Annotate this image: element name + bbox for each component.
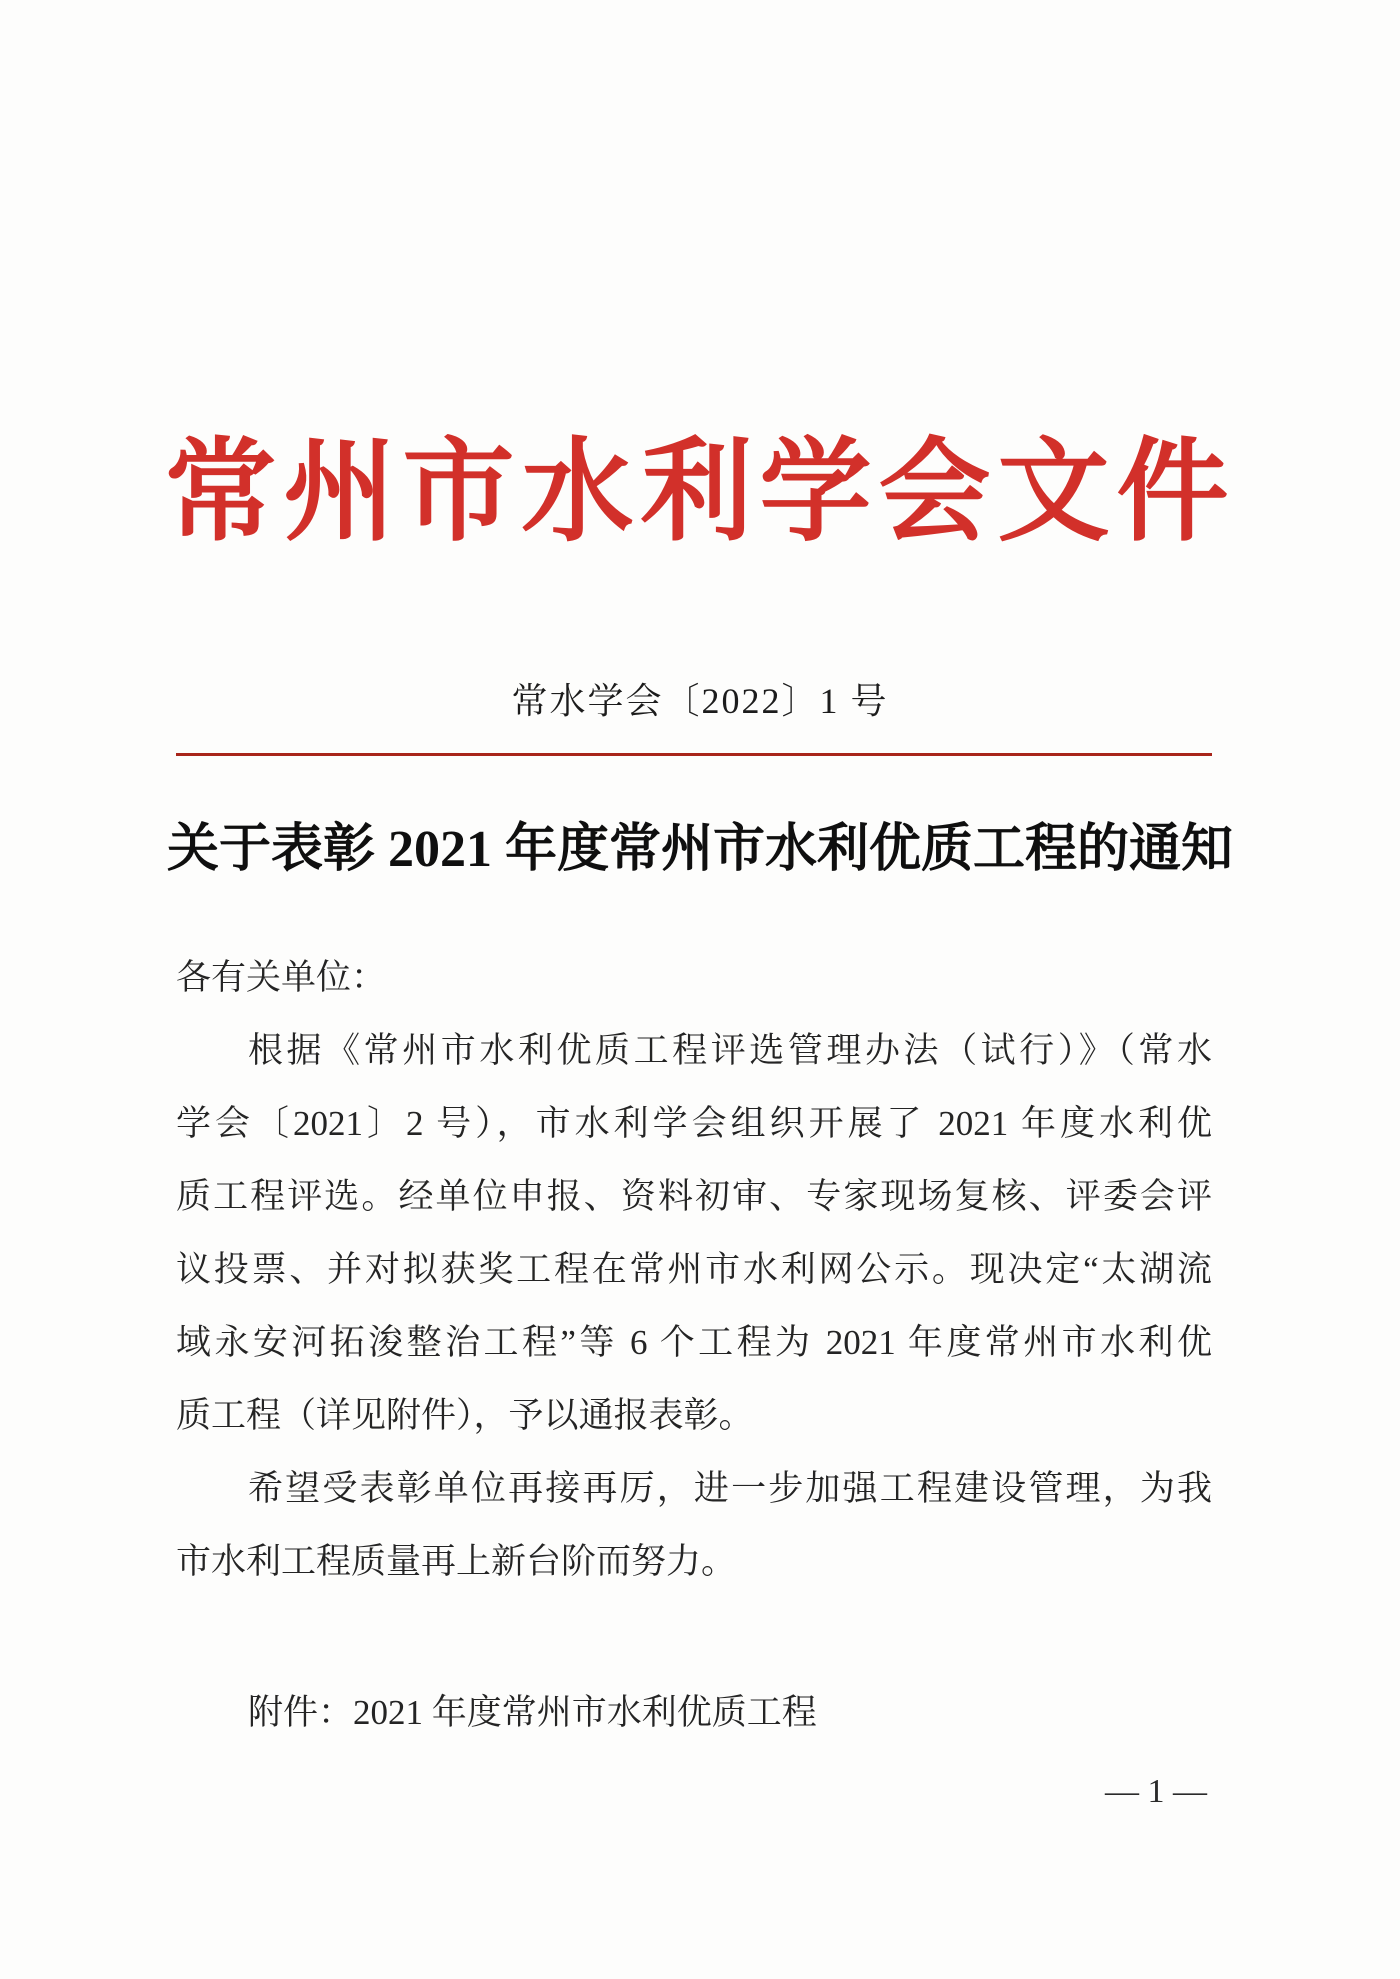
doc-number: 常水学会〔2022〕1 号 [511, 681, 889, 721]
red-header-title: 常州市水利学会文件 [164, 431, 1236, 555]
body-line: 质工程评选。经单位申报、资料初审、专家现场复核、评委会评 [176, 1177, 1212, 1216]
body-line: 根据《常州市水利优质工程评选管理办法（试行）》（常水 [248, 1031, 1212, 1070]
body-line: 质工程（详见附件），予以通报表彰。 [176, 1396, 754, 1435]
body-line: 域永安河拓浚整治工程”等 6 个工程为 2021 年度常州市水利优 [176, 1323, 1212, 1362]
body-line: 希望受表彰单位再接再厉，进一步加强工程建设管理，为我 [248, 1469, 1212, 1508]
body-line: 市水利工程质量再上新台阶而努力。 [176, 1542, 737, 1581]
red-divider-rule [176, 753, 1212, 756]
body-line: 各有关单位： [176, 958, 387, 997]
body-line: 议投票、并对拟获奖工程在常州市水利网公示。现决定“太湖流 [176, 1250, 1212, 1289]
body-line: 学会〔2021〕2 号），市水利学会组织开展了 2021 年度水利优 [176, 1104, 1212, 1143]
document-title: 关于表彰 2021 年度常州市水利优质工程的通知 [166, 821, 1233, 878]
document-body [176, 941, 1212, 1598]
attachment-line: 附件：2021 年度常州市水利优质工程 [248, 1693, 817, 1732]
page-number: — 1 — [1105, 1773, 1207, 1810]
